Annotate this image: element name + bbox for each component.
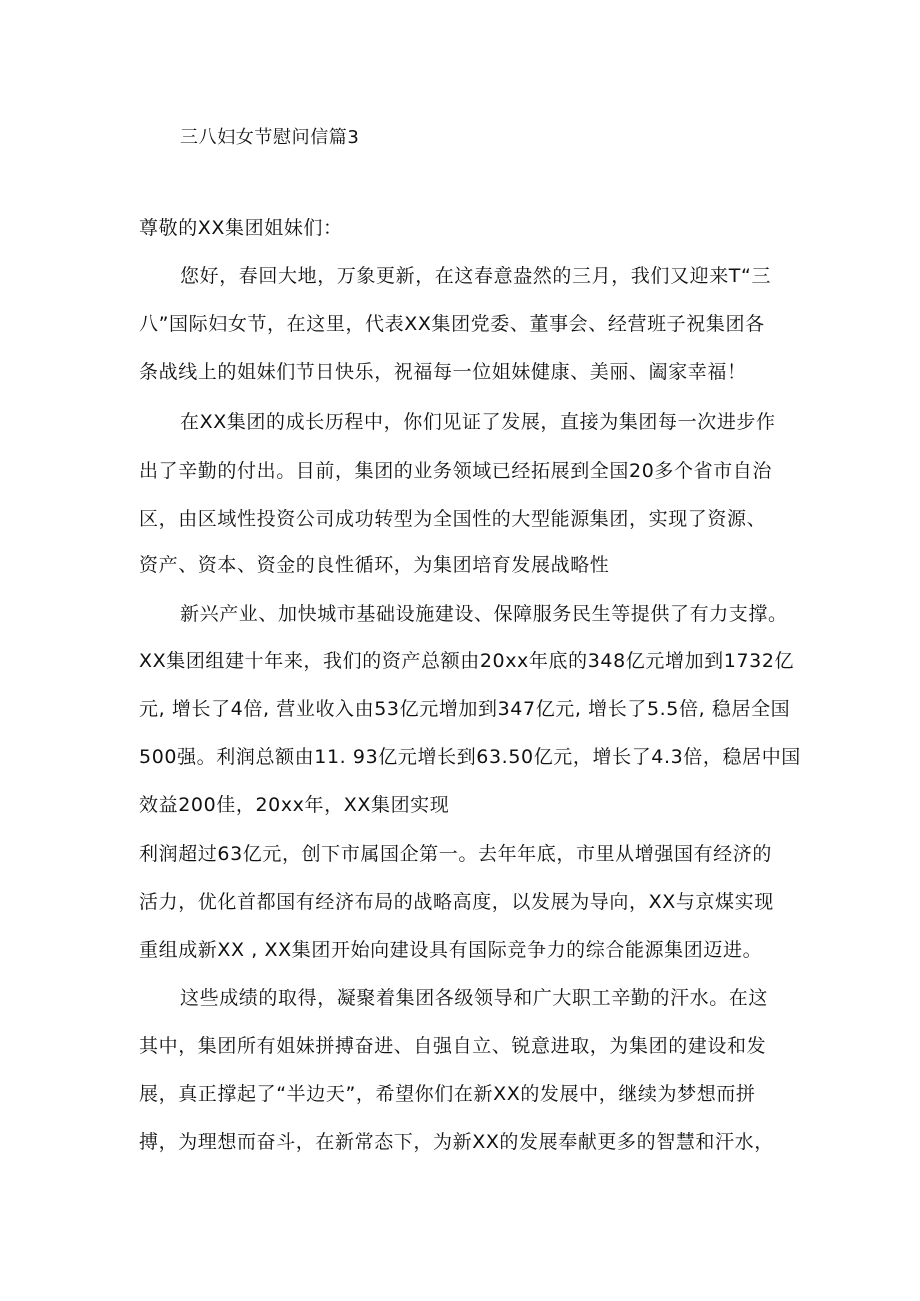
body-line: 搏，为理想而奋斗，在新常态下，为新XX的发展奉献更多的智慧和汗水， [139,1131,774,1153]
body-line: 利润超过63亿元，创下市属国企第一。去年年底，市里从增强国有经济的 [139,843,772,865]
body-line: XX集团组建十年来，我们的资产总额由20xx年底的348亿元增加到1732亿 [139,650,795,672]
body-line: 展，真正撑起了“半边天”，希望你们在新XX的发展中，继续为梦想而拼 [139,1083,756,1105]
body-line: 重组成新XX , XX集团开始向建设具有国际竞争力的综合能源集团迈进。 [139,939,763,961]
body-line: 活力，优化首都国有经济布局的战略高度，以发展为导向，XX与京煤实现 [139,891,774,913]
body-line: 元, 增长了4倍, 营业收入由53亿元增加到347亿元, 增长了5.5倍, 稳居全国 [139,698,791,720]
body-line: 新兴产业、加快城市基础设施建设、保障服务民生等提供了有力支撑。 [180,603,788,625]
body-line: 您好，春回大地，万象更新，在这春意盎然的三月，我们又迎来T“三 [180,265,772,287]
body-line: 在XX集团的成长历程中，你们见证了发展，直接为集团每一次进步作 [180,411,776,433]
body-line: 条战线上的姐妹们节日快乐，祝福每一位姐妹健康、美丽、阖家幸福！ [139,361,747,383]
body-line: 出了辛勤的付出。目前，集团的业务领域已经拓展到全国20多个省市自治 [139,460,772,482]
salutation: 尊敬的XX集团姐妹们： [139,217,343,239]
body-line: 效益200佳，20xx年，XX集团实现 [139,794,450,816]
body-line: 其中，集团所有姐妹拼搏奋进、自强自立、锐意进取，为集团的建设和发 [139,1035,767,1057]
body-line: 八”国际妇女节，在这里，代表XX集团党委、董事会、经营班子祝集团各 [139,313,765,335]
body-line: 这些成绩的取得，凝聚着集团各级领导和广大职工辛勤的汗水。在这 [180,987,769,1009]
document-title: 三八妇女节慰问信篇3 [180,127,360,148]
body-line: 500强。利润总额由11. 93亿元增长到63.50亿元，增长了4.3倍，稳居中国 [139,746,801,768]
body-line: 区，由区域性投资公司成功转型为全国性的大型能源集团，实现了资源、 [139,508,767,530]
body-line: 资产、资本、资金的良性循环，为集团培育发展战略性 [139,554,610,576]
